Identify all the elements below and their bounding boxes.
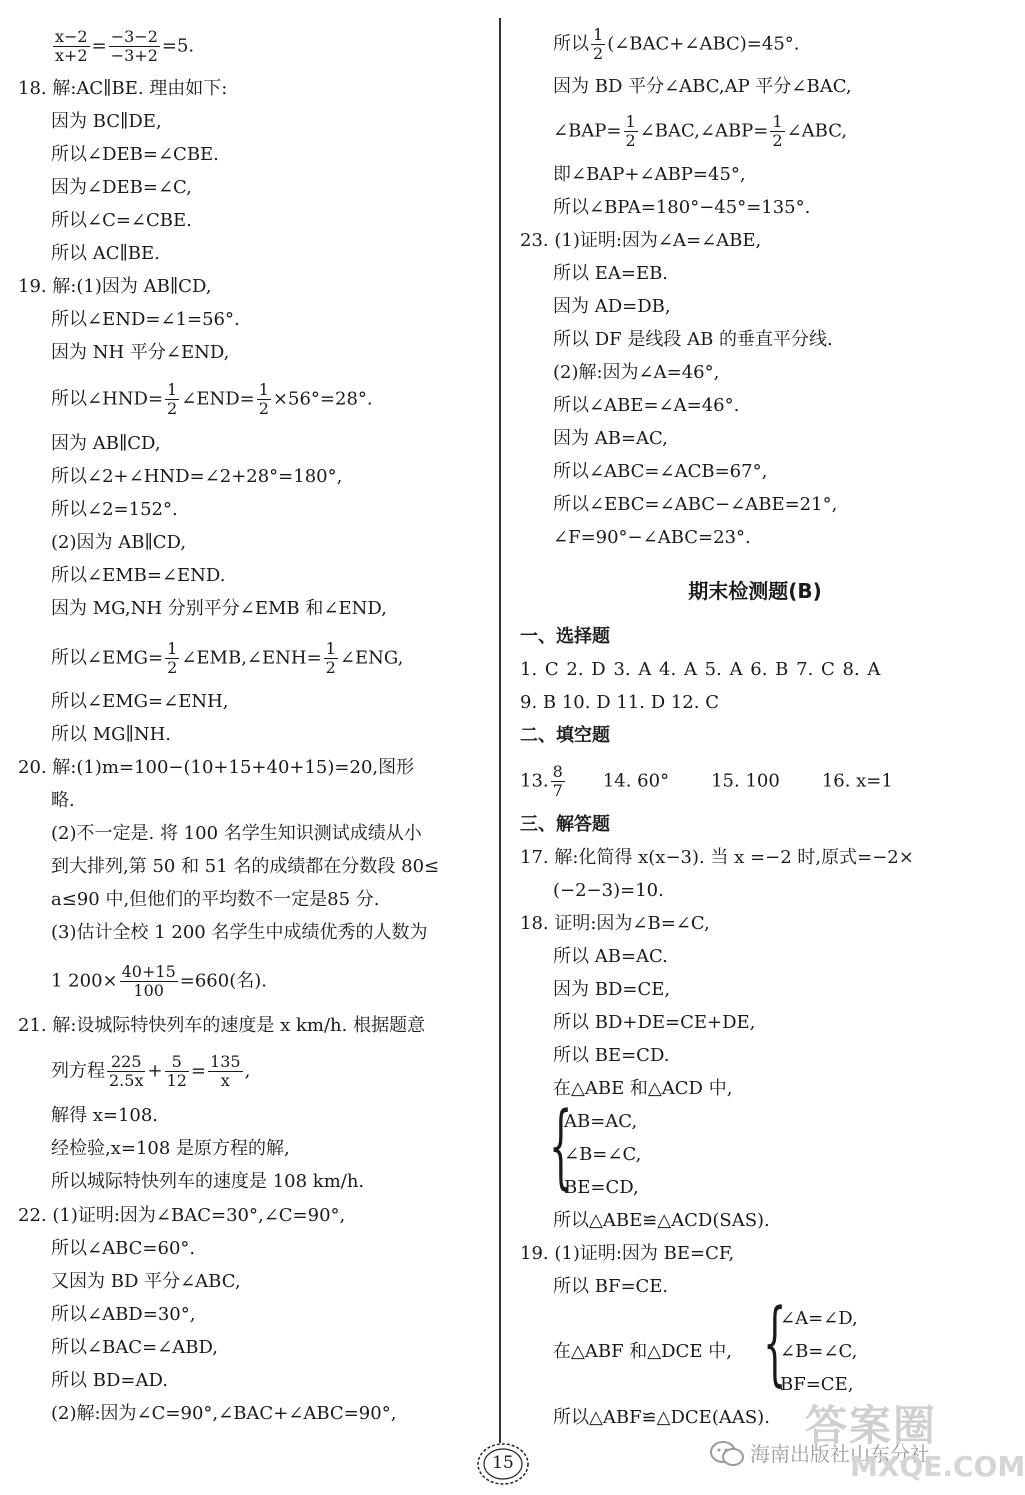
page-number-badge bbox=[476, 1442, 530, 1486]
text-line: (2)解:因为∠A=46°, bbox=[553, 362, 720, 383]
text-line: 所以 BE=CD. bbox=[553, 1045, 670, 1066]
problem-23: 23. (1)证明:因为∠A=∠ABE, bbox=[520, 230, 762, 251]
line-with-fractions: 所以∠HND= $\frac{1}{2}$ ∠END= $\frac{1}{2}$ ×56°=28°. bbox=[51, 380, 373, 418]
text-line: (2)因为 AB∥CD, bbox=[51, 532, 187, 553]
line-with-fraction: 1 200× $\frac{40+15}{100}$ =660(名). bbox=[51, 962, 267, 1000]
fraction: $\frac{8}{7}$ bbox=[552, 762, 563, 800]
text-line: 所以∠DEB=∠CBE. bbox=[51, 144, 219, 165]
text-line: 所以 AC∥BE. bbox=[51, 243, 160, 264]
fraction: $\frac{225}{2.5x}$ bbox=[109, 1052, 144, 1090]
watermark bbox=[700, 1398, 1025, 1488]
line-with-fractions: ∠BAP= $\frac{1}{2}$ ∠BAC,∠ABP= $\frac{1}{2}$ ∠ABC, bbox=[553, 112, 848, 150]
problem-22: 22. (1)证明:因为∠BAC=30°,∠C=90°, bbox=[18, 1205, 346, 1226]
wechat-icon bbox=[710, 1440, 744, 1468]
text-line: 所以 DF 是线段 AB 的垂直平分线. bbox=[553, 329, 833, 350]
watermark-site: MXQE.COM bbox=[850, 1450, 1025, 1483]
brace-symbol: { bbox=[763, 1289, 787, 1396]
column-divider bbox=[499, 18, 501, 1443]
text-line: 所以∠2=152°. bbox=[51, 499, 178, 520]
fraction: $\frac{-3-2}{-3+2}$ bbox=[110, 27, 158, 65]
text-line: 所以 BD=AD. bbox=[51, 1370, 168, 1391]
fraction: $\frac{1}{2}$ bbox=[325, 639, 336, 677]
text-line: a≤90 中,但他们的平均数不一定是85 分. bbox=[51, 889, 380, 910]
text-line: 因为 AB=AC, bbox=[553, 428, 668, 449]
fraction: $\frac{5}{12}$ bbox=[166, 1052, 187, 1090]
text-line: 到大排列,第 50 和 51 名的成绩都在分数段 80≤ bbox=[51, 856, 440, 877]
problem-19: 19. 解:(1)因为 AB∥CD, bbox=[18, 276, 212, 297]
problem-18b: 18. 证明:因为∠B=∠C, bbox=[520, 913, 710, 934]
fraction: $\frac{1}{2}$ bbox=[258, 380, 269, 418]
text-line: 因为 NH 平分∠END, bbox=[51, 342, 230, 363]
text-line: 因为 MG,NH 分别平分∠EMB 和∠END, bbox=[51, 598, 387, 619]
text-line: (−2−3)=10. bbox=[553, 880, 664, 901]
line-with-fraction: 所以 $\frac{1}{2}$ (∠BAC+∠ABC)=45°. bbox=[553, 25, 800, 63]
text-line: 在△ABF 和△DCE 中, bbox=[553, 1341, 732, 1362]
text-line: 所以△ABF≌△DCE(AAS). bbox=[553, 1407, 770, 1428]
problem-21: 21. 解:设城际特快列车的速度是 x km/h. 根据题意 bbox=[18, 1015, 426, 1036]
fraction: $\frac{1}{2}$ bbox=[593, 25, 604, 63]
text-line: 所以△ABE≌△ACD(SAS). bbox=[553, 1210, 770, 1231]
text-line: (3)估计全校 1 200 名学生中成绩优秀的人数为 bbox=[51, 922, 428, 943]
problem-20: 20. 解:(1)m=100−(10+15+40+15)=20,图形 bbox=[18, 757, 415, 778]
fraction: $\frac{135}{x}$ bbox=[210, 1052, 241, 1090]
text-line: 所以∠C=∠CBE. bbox=[51, 210, 192, 231]
problem-18: 18. 解:AC∥BE. 理由如下: bbox=[18, 78, 228, 99]
text-line: (2)不一定是. 将 100 名学生知识测试成绩从小 bbox=[51, 823, 422, 844]
watermark-logo-text: 答案圈 bbox=[805, 1401, 938, 1450]
fill-answers: 13. $\frac{8}{7}$ 14. 60° 15. 100 16. x=1 bbox=[520, 762, 893, 800]
section-heading-choice: 一、选择题 bbox=[520, 626, 610, 647]
fraction: $\frac{1}{2}$ bbox=[772, 112, 783, 150]
system-line: ∠B=∠C, bbox=[564, 1144, 642, 1165]
problem-19b: 19. (1)证明:因为 BE=CF, bbox=[520, 1243, 735, 1264]
text-line: 所以 BF=CE. bbox=[553, 1276, 669, 1297]
text-line: 因为 AB∥CD, bbox=[51, 433, 161, 454]
text-line: 在△ABE 和△ACD 中, bbox=[553, 1078, 733, 1099]
fraction: $\frac{1}{2}$ bbox=[625, 112, 636, 150]
text-line: 所以∠BAC=∠ABD, bbox=[51, 1337, 218, 1358]
text-line: 因为∠DEB=∠C, bbox=[51, 177, 192, 198]
text-line: 所以 MG∥NH. bbox=[51, 724, 172, 745]
text-line: 所以∠ABC=∠ACB=67°, bbox=[553, 461, 768, 482]
text-line: 解得 x=108. bbox=[51, 1105, 159, 1126]
system-line: BF=CE, bbox=[780, 1374, 854, 1395]
text-line: 所以∠BPA=180°−45°=135°. bbox=[553, 197, 811, 218]
text-line: ∠F=90°−∠ABC=23°. bbox=[553, 527, 751, 548]
text-line: (2)解:因为∠C=90°,∠BAC+∠ABC=90°, bbox=[51, 1403, 397, 1424]
watermark-account: 海南出版社山东分社 bbox=[750, 1442, 930, 1466]
problem-17: 17. 解:化简得 x(x−3). 当 x =−2 时,原式=−2× bbox=[520, 847, 914, 868]
brace-symbol: { bbox=[549, 1092, 573, 1199]
text-line: 因为 BD=CE, bbox=[553, 979, 671, 1000]
choice-answers-row2: 9. B 10. D 11. D 12. C bbox=[520, 692, 719, 713]
text-line: 所以∠END=∠1=56°. bbox=[51, 309, 240, 330]
text-line: 所以城际特快列车的速度是 108 km/h. bbox=[51, 1171, 365, 1192]
system-line: BE=CD, bbox=[564, 1177, 639, 1198]
fraction: $\frac{1}{2}$ bbox=[167, 639, 178, 677]
fraction: $\frac{x-2}{x+2}$ bbox=[55, 27, 88, 65]
text-line: 因为 BD 平分∠ABC,AP 平分∠BAC, bbox=[553, 76, 852, 97]
text-line: 所以 BD+DE=CE+DE, bbox=[553, 1012, 756, 1033]
page-number: 15 bbox=[492, 1453, 514, 1473]
text-line: 所以∠EMB=∠END. bbox=[51, 565, 226, 586]
text-line: 所以∠EMG=∠ENH, bbox=[51, 691, 229, 712]
line-with-fractions: 列方程 $\frac{225}{2.5x}$ + $\frac{5}{12}$ = $\frac{135}{x}$ , bbox=[51, 1052, 251, 1090]
choice-answers-row1: 1. C 2. D 3. A 4. A 5. A 6. B 7. C 8. A bbox=[520, 659, 881, 680]
section-heading-solve: 三、解答题 bbox=[520, 814, 610, 835]
section-title: 期末检测题(B) bbox=[688, 579, 822, 603]
text-line: 经检验,x=108 是原方程的解, bbox=[51, 1138, 290, 1159]
text-line: 所以 EA=EB. bbox=[553, 263, 669, 284]
text-line: 所以∠ABE=∠A=46°. bbox=[553, 395, 740, 416]
fraction: $\frac{40+15}{100}$ bbox=[121, 962, 176, 1000]
text-line: 所以∠2+∠HND=∠2+28°=180°, bbox=[51, 466, 343, 487]
text-line: 所以∠EBC=∠ABC−∠ABE=21°, bbox=[553, 494, 838, 515]
system-line: ∠A=∠D, bbox=[780, 1308, 858, 1329]
text-line: 因为 AD=DB, bbox=[553, 296, 671, 317]
line-with-fractions: 所以∠EMG= $\frac{1}{2}$ ∠EMB,∠ENH= $\frac{1}{2}$ ∠ENG, bbox=[51, 639, 404, 677]
system-line: ∠B=∠C, bbox=[780, 1341, 858, 1362]
text-line: 因为 BC∥DE, bbox=[51, 111, 162, 132]
text-line: 所以 AB=AC. bbox=[553, 946, 668, 967]
text-line: 即∠BAP+∠ABP=45°, bbox=[553, 164, 746, 185]
text-line: 所以∠ABD=30°, bbox=[51, 1304, 196, 1325]
line-fraction-eq: $\frac{x-2}{x+2}$ = $\frac{-3-2}{-3+2}$ =5. bbox=[55, 27, 195, 65]
section-heading-fill: 二、填空题 bbox=[520, 725, 610, 746]
fraction: $\frac{1}{2}$ bbox=[167, 380, 178, 418]
text-line: 略. bbox=[51, 790, 75, 811]
text-line: 所以∠ABC=60°. bbox=[51, 1238, 196, 1259]
text-line: 又因为 BD 平分∠ABC, bbox=[51, 1271, 241, 1292]
system-line: AB=AC, bbox=[564, 1111, 638, 1132]
